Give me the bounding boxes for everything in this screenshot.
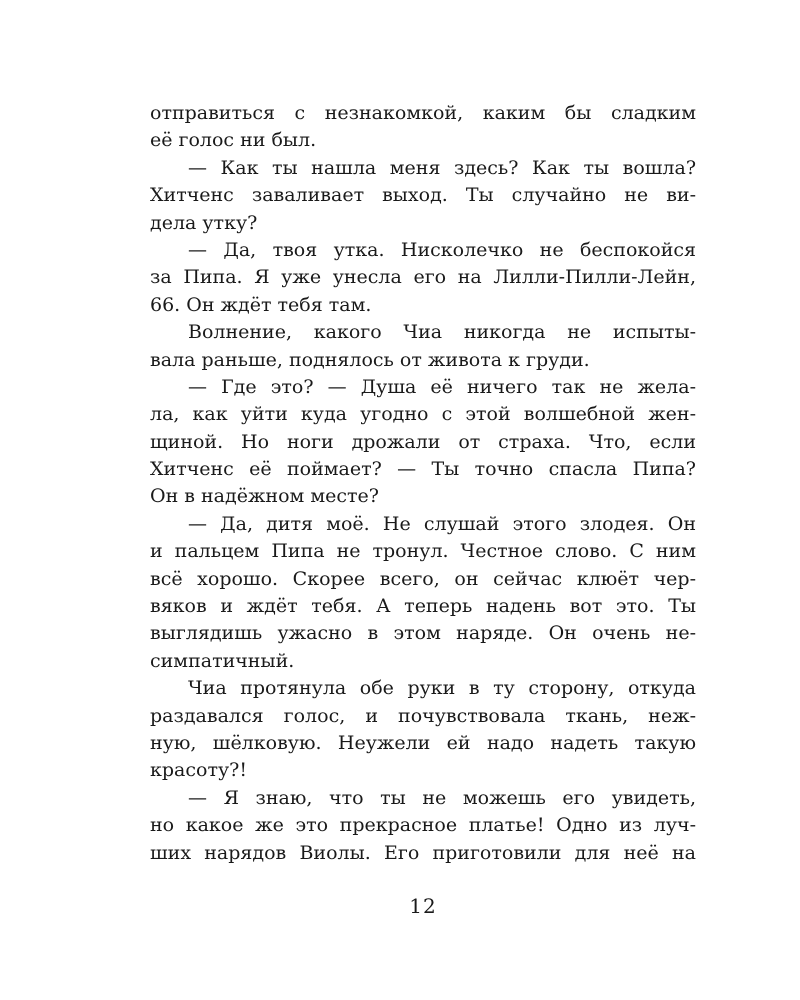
text-line: красоту?! [150,759,247,782]
text-line: Хитченс её поймает? — Ты точно спасла Пипа? [150,458,696,481]
text-line: 66. Он ждёт тебя там. [150,293,372,316]
body-text [150,100,696,867]
text-line: — Как ты нашла меня здесь? Как ты вошла? [188,156,696,179]
text-line: Хитченс заваливает выход. Ты случайно не ви- [150,184,696,207]
text-line: — Да, твоя утка. Нисколечко не беспокойся [188,238,696,261]
text-line: ную, шёлковую. Неужели ей надо надеть такую [150,731,696,754]
text-line: — Я знаю, что ты не можешь его увидеть, [188,786,696,809]
text-line: вала раньше, поднялось от живота к груди. [150,348,590,371]
text-line: щиной. Но ноги дрожали от страха. Что, если [150,430,696,453]
text-line: Волнение, какого Чиа никогда не испыты- [188,321,696,344]
text-line: и пальцем Пипа не тронул. Честное слово. С ним [150,540,696,563]
text-line: дела утку? [150,211,258,234]
text-line: вяков и ждёт тебя. А теперь надень вот это. Ты [150,595,696,618]
text-line: раздавался голос, и почувствовала ткань, неж- [150,704,696,727]
text-line: за Пипа. Я уже унесла его на Лилли-Пилли-Лейн, [150,266,696,289]
text-line: — Где это? — Душа её ничего так не жела- [188,375,696,398]
text-line: её голос ни был. [150,129,317,152]
text-line: Чиа протянула обе руки в ту сторону, откуда [188,677,696,700]
text-line: выглядишь ужасно в этом наряде. Он очень не- [150,622,696,645]
text-line: Он в надёжном месте? [150,485,379,508]
text-line: ших нарядов Виолы. Его приготовили для неё на [150,841,696,864]
text-line: отправиться с незнакомкой, каким бы сладким [150,102,696,124]
page-number: 12 [409,894,437,918]
text-line: всё хорошо. Скорее всего, он сейчас клюёт чер- [150,567,696,590]
text-line: — Да, дитя моё. Не слушай этого злодея. Он [188,512,696,535]
text-line: ла, как уйти куда угодно с этой волшебной жен- [150,403,696,426]
text-line: но какое же это прекрасное платье! Одно из луч- [150,814,696,837]
text-line: симпатичный. [150,649,295,672]
